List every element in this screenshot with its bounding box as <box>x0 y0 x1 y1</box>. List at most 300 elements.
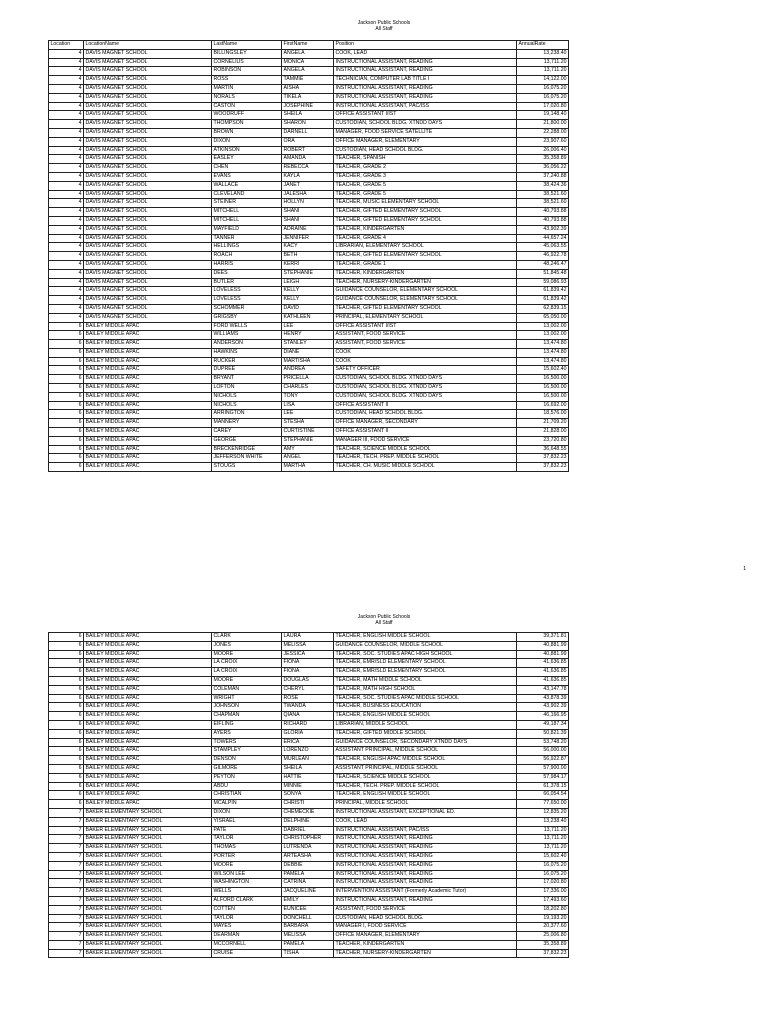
cell-position: INSTRUCTIONAL ASSISTANT, READING <box>334 870 517 879</box>
cell-annual-rate: 41,636.85 <box>517 668 569 677</box>
cell-first-name: JALESHA <box>282 190 334 199</box>
table-row <box>49 216 569 225</box>
cell-location: 4 <box>49 146 84 155</box>
cell-first-name: PAMELA <box>282 940 334 949</box>
cell-last-name: ROACH <box>212 252 282 261</box>
cell-location: 6 <box>49 747 84 756</box>
cell-last-name: RUCKER <box>212 357 282 366</box>
cell-first-name: SHARON <box>282 120 334 129</box>
table-row <box>49 932 569 941</box>
cell-last-name: STOUGS <box>212 463 282 472</box>
cell-annual-rate: 13,711.20 <box>517 67 569 76</box>
cell-location: 4 <box>49 225 84 234</box>
cell-annual-rate: 37,832.23 <box>517 454 569 463</box>
cell-position: CUSTODIAN, HEAD SCHOOL BLDG. <box>334 146 517 155</box>
cell-last-name: THOMPSON <box>212 120 282 129</box>
cell-first-name: STEPHANIE <box>282 269 334 278</box>
cell-first-name: SHANI <box>282 208 334 217</box>
cell-annual-rate: 25,006.80 <box>517 932 569 941</box>
cell-last-name: MAYES <box>212 923 282 932</box>
cell-location-name: BAKER ELEMENTARY SCHOOL <box>84 808 212 817</box>
cell-position: CUSTODIAN, SCHOOL BLDG. XTNDD DAYS <box>334 120 517 129</box>
cell-position: TEACHER, GRADE 2 <box>334 164 517 173</box>
cell-location: 6 <box>49 410 84 419</box>
table-row <box>49 633 569 642</box>
cell-position: TEACHER, KINDERGARTEN <box>334 269 517 278</box>
cell-location-name: DAVIS MAGNET SCHOOL <box>84 146 212 155</box>
cell-annual-rate: 26,006.40 <box>517 146 569 155</box>
cell-location: 4 <box>49 216 84 225</box>
table-row <box>49 703 569 712</box>
cell-annual-rate: 13,474.80 <box>517 357 569 366</box>
cell-annual-rate: 13,711.20 <box>517 58 569 67</box>
cell-location-name: DAVIS MAGNET SCHOOL <box>84 49 212 58</box>
cell-annual-rate: 19,193.20 <box>517 914 569 923</box>
table-row <box>49 392 569 401</box>
cell-location-name: BAILEY MIDDLE APAC <box>84 454 212 463</box>
cell-position: TEACHER, SCIENCE MIDDLE SCHOOL <box>334 445 517 454</box>
cell-location-name: DAVIS MAGNET SCHOOL <box>84 199 212 208</box>
cell-first-name: DAVID <box>282 304 334 313</box>
cell-location-name: BAILEY MIDDLE APAC <box>84 764 212 773</box>
cell-first-name: MARTISHA <box>282 357 334 366</box>
table-header-row <box>49 41 569 50</box>
cell-location-name: BAILEY MIDDLE APAC <box>84 782 212 791</box>
table-row <box>49 304 569 313</box>
table-row <box>49 940 569 949</box>
cell-annual-rate: 16,500.00 <box>517 392 569 401</box>
cell-first-name: ANGELA <box>282 67 334 76</box>
cell-location-name: DAVIS MAGNET SCHOOL <box>84 269 212 278</box>
column-header: Position <box>334 41 517 50</box>
cell-location-name: BAILEY MIDDLE APAC <box>84 445 212 454</box>
cell-location: 4 <box>49 155 84 164</box>
cell-annual-rate: 13,474.80 <box>517 348 569 357</box>
cell-location-name: BAILEY MIDDLE APAC <box>84 729 212 738</box>
cell-first-name: ORA <box>282 137 334 146</box>
table-row <box>49 852 569 861</box>
cell-location: 6 <box>49 340 84 349</box>
cell-first-name: DOUGLAS <box>282 676 334 685</box>
cell-location-name: BAILEY MIDDLE APAC <box>84 401 212 410</box>
cell-last-name: WRIGHT <box>212 694 282 703</box>
table-row <box>49 650 569 659</box>
cell-position: CUSTODIAN, SCHOOL BLDG. XTNDD DAYS <box>334 384 517 393</box>
cell-last-name: EVANS <box>212 172 282 181</box>
cell-position: INSTRUCTIONAL ASSISTANT, READING <box>334 835 517 844</box>
cell-first-name: RICHARD <box>282 720 334 729</box>
table-row <box>49 800 569 809</box>
cell-last-name: ATKINSON <box>212 146 282 155</box>
cell-position: ASSISTANT PRINCIPAL, MIDDLE SCHOOL <box>334 764 517 773</box>
cell-first-name: ROBERT <box>282 146 334 155</box>
cell-last-name: JEFFERSON WHITE <box>212 454 282 463</box>
cell-last-name: MCCORNELL <box>212 940 282 949</box>
cell-last-name: LOVELESS <box>212 296 282 305</box>
cell-location: 6 <box>49 791 84 800</box>
cell-location-name: BAILEY MIDDLE APAC <box>84 712 212 721</box>
cell-last-name: LA CROIX <box>212 659 282 668</box>
cell-position: ASSISTANT, FOOD SERVICE <box>334 331 517 340</box>
cell-last-name: HELLINGS <box>212 243 282 252</box>
table-row <box>49 454 569 463</box>
cell-annual-rate: 13,474.80 <box>517 340 569 349</box>
cell-last-name: LOVELESS <box>212 287 282 296</box>
cell-location: 4 <box>49 128 84 137</box>
document-title: Jackson Public Schools <box>357 20 411 26</box>
cell-location: 4 <box>49 172 84 181</box>
staff-table <box>48 632 569 958</box>
cell-last-name: BRYANT <box>212 375 282 384</box>
cell-location-name: BAILEY MIDDLE APAC <box>84 366 212 375</box>
cell-location-name: DAVIS MAGNET SCHOOL <box>84 58 212 67</box>
cell-last-name: ABDU <box>212 782 282 791</box>
cell-last-name: GILMORE <box>212 764 282 773</box>
cell-location: 4 <box>49 278 84 287</box>
cell-location: 7 <box>49 879 84 888</box>
cell-annual-rate: 38,521.60 <box>517 199 569 208</box>
table-row <box>49 888 569 897</box>
cell-first-name: EUNICEE <box>282 905 334 914</box>
cell-annual-rate: 23,720.80 <box>517 436 569 445</box>
cell-position: MANAGER I, FOOD SERVICE <box>334 923 517 932</box>
cell-annual-rate: 22,288.00 <box>517 128 569 137</box>
table-row <box>49 949 569 958</box>
table-row <box>49 190 569 199</box>
cell-location-name: BAKER ELEMENTARY SCHOOL <box>84 940 212 949</box>
cell-location: 6 <box>49 428 84 437</box>
cell-first-name: LUTRENDA <box>282 844 334 853</box>
cell-last-name: MARTIN <box>212 84 282 93</box>
cell-location-name: DAVIS MAGNET SCHOOL <box>84 102 212 111</box>
cell-first-name: KATHLEEN <box>282 313 334 322</box>
cell-first-name: ARTEASHA <box>282 852 334 861</box>
cell-last-name: STEINER <box>212 199 282 208</box>
cell-location-name: BAKER ELEMENTARY SCHOOL <box>84 826 212 835</box>
cell-location-name: BAKER ELEMENTARY SCHOOL <box>84 870 212 879</box>
table-row <box>49 84 569 93</box>
cell-first-name: ANGEL <box>282 454 334 463</box>
document-subtitle: All Staff <box>375 26 393 32</box>
cell-last-name: THOMAS <box>212 844 282 853</box>
cell-position: TEACHER, MATH MIDDLE SCHOOL <box>334 676 517 685</box>
cell-first-name: KAYLA <box>282 172 334 181</box>
cell-location-name: BAILEY MIDDLE APAC <box>84 756 212 765</box>
cell-location-name: BAILEY MIDDLE APAC <box>84 694 212 703</box>
cell-annual-rate: 66,054.54 <box>517 791 569 800</box>
cell-location: 4 <box>49 234 84 243</box>
table-row <box>49 357 569 366</box>
cell-position: CUSTODIAN, HEAD SCHOOL BLDG. <box>334 914 517 923</box>
cell-location-name: BAKER ELEMENTARY SCHOOL <box>84 888 212 897</box>
cell-first-name: PRICELLA <box>282 375 334 384</box>
cell-annual-rate: 41,636.85 <box>517 659 569 668</box>
cell-location-name: DAVIS MAGNET SCHOOL <box>84 120 212 129</box>
cell-position: TEACHER, EMR/SLD ELEMENTARY SCHOOL <box>334 668 517 677</box>
table-row <box>49 155 569 164</box>
cell-location: 6 <box>49 419 84 428</box>
cell-first-name: SHEILA <box>282 111 334 120</box>
cell-first-name: LAURA <box>282 633 334 642</box>
cell-location-name: DAVIS MAGNET SCHOOL <box>84 93 212 102</box>
cell-first-name: JESSICA <box>282 650 334 659</box>
cell-annual-rate: 19,148.40 <box>517 111 569 120</box>
table-row <box>49 756 569 765</box>
table-row <box>49 729 569 738</box>
cell-position: COOK <box>334 357 517 366</box>
cell-position: TECHNICIAN, COMPUTER LAB TITLE I <box>334 76 517 85</box>
cell-last-name: MITCHELL <box>212 208 282 217</box>
cell-location-name: BAKER ELEMENTARY SCHOOL <box>84 905 212 914</box>
cell-last-name: NICHOLS <box>212 392 282 401</box>
cell-location-name: DAVIS MAGNET SCHOOL <box>84 164 212 173</box>
cell-location: 6 <box>49 436 84 445</box>
cell-location: 6 <box>49 445 84 454</box>
table-row <box>49 826 569 835</box>
cell-location: 4 <box>49 190 84 199</box>
cell-last-name: TAYLOR <box>212 914 282 923</box>
cell-last-name: LA CROIX <box>212 668 282 677</box>
cell-annual-rate: 21,709.20 <box>517 419 569 428</box>
cell-position: TEACHER, TECH. PREP. MIDDLE SCHOOL <box>334 454 517 463</box>
cell-first-name: TISHA <box>282 949 334 958</box>
cell-location-name: DAVIS MAGNET SCHOOL <box>84 208 212 217</box>
table-row <box>49 111 569 120</box>
cell-annual-rate: 45,063.55 <box>517 243 569 252</box>
cell-position: OFFICE MANAGER, ELEMENTARY <box>334 137 517 146</box>
table-row <box>49 870 569 879</box>
cell-location-name: BAILEY MIDDLE APAC <box>84 436 212 445</box>
page-header <box>0 614 768 626</box>
table-row <box>49 58 569 67</box>
table-row <box>49 738 569 747</box>
cell-annual-rate: 16,075.20 <box>517 93 569 102</box>
cell-location-name: BAILEY MIDDLE APAC <box>84 331 212 340</box>
cell-position: COOK, LEAD <box>334 817 517 826</box>
cell-first-name: TAMMIE <box>282 76 334 85</box>
cell-first-name: DELPHINE <box>282 817 334 826</box>
cell-position: GUIDANCE COUNSELOR, MIDDLE SCHOOL <box>334 641 517 650</box>
cell-location: 4 <box>49 93 84 102</box>
cell-location: 7 <box>49 808 84 817</box>
cell-position: TEACHER, GIFTED ELEMENTARY SCHOOL <box>334 216 517 225</box>
cell-last-name: WOODRUFF <box>212 111 282 120</box>
cell-location: 6 <box>49 348 84 357</box>
cell-annual-rate: 56,922.87 <box>517 756 569 765</box>
cell-last-name: CRUISE <box>212 949 282 958</box>
cell-annual-rate: 35,358.89 <box>517 940 569 949</box>
table-row <box>49 164 569 173</box>
cell-location: 7 <box>49 923 84 932</box>
cell-location: 6 <box>49 685 84 694</box>
cell-location-name: DAVIS MAGNET SCHOOL <box>84 304 212 313</box>
cell-position: INSTRUCTIONAL ASSISTANT, READING <box>334 879 517 888</box>
cell-last-name: DIXON <box>212 808 282 817</box>
cell-location-name: BAILEY MIDDLE APAC <box>84 348 212 357</box>
cell-annual-rate: 13,711.20 <box>517 844 569 853</box>
cell-last-name: CHEN <box>212 164 282 173</box>
cell-first-name: MELISSA <box>282 641 334 650</box>
cell-annual-rate: 16,500.00 <box>517 384 569 393</box>
cell-location: 6 <box>49 357 84 366</box>
cell-location: 4 <box>49 243 84 252</box>
cell-first-name: CHARLES <box>282 384 334 393</box>
cell-location: 7 <box>49 914 84 923</box>
cell-last-name: MITCHELL <box>212 216 282 225</box>
table-body <box>49 633 569 958</box>
cell-annual-rate: 16,075.20 <box>517 84 569 93</box>
cell-position: OFFICE MANAGER, SECONDARY <box>334 419 517 428</box>
cell-first-name: PAMELA <box>282 870 334 879</box>
cell-annual-rate: 13,238.40 <box>517 817 569 826</box>
cell-location-name: DAVIS MAGNET SCHOOL <box>84 137 212 146</box>
cell-first-name: ANGELA <box>282 49 334 58</box>
cell-position: TEACHER, SOC. STUDIES APAC HIGH SCHOOL <box>334 650 517 659</box>
cell-location: 4 <box>49 137 84 146</box>
cell-first-name: MURLEAN <box>282 756 334 765</box>
table-row <box>49 764 569 773</box>
table-row <box>49 269 569 278</box>
cell-location-name: DAVIS MAGNET SCHOOL <box>84 225 212 234</box>
cell-annual-rate: 44,657.24 <box>517 234 569 243</box>
cell-annual-rate: 14,122.00 <box>517 76 569 85</box>
cell-location-name: BAILEY MIDDLE APAC <box>84 428 212 437</box>
cell-annual-rate: 38,521.60 <box>517 190 569 199</box>
cell-position: TEACHER, GRADE 3 <box>334 172 517 181</box>
cell-last-name: JOHNSON <box>212 703 282 712</box>
table-row <box>49 260 569 269</box>
cell-location-name: BAILEY MIDDLE APAC <box>84 676 212 685</box>
cell-location-name: DAVIS MAGNET SCHOOL <box>84 84 212 93</box>
cell-annual-rate: 15,602.40 <box>517 852 569 861</box>
cell-last-name: GRIGSBY <box>212 313 282 322</box>
cell-last-name: ROBINSON <box>212 67 282 76</box>
table-row <box>49 861 569 870</box>
cell-annual-rate: 61,378.15 <box>517 782 569 791</box>
cell-first-name: KELLY <box>282 287 334 296</box>
cell-position: TEACHER, MUSIC ELEMENTARY SCHOOL <box>334 199 517 208</box>
cell-annual-rate: 37,832.23 <box>517 463 569 472</box>
cell-location: 4 <box>49 208 84 217</box>
cell-location-name: BAILEY MIDDLE APAC <box>84 685 212 694</box>
cell-location: 7 <box>49 852 84 861</box>
document-subtitle: All Staff <box>375 620 393 626</box>
table-row <box>49 225 569 234</box>
cell-location: 4 <box>49 269 84 278</box>
table-row <box>49 463 569 472</box>
cell-location: 6 <box>49 375 84 384</box>
cell-position: TEACHER, MATH HIGH SCHOOL <box>334 685 517 694</box>
cell-first-name: TONY <box>282 392 334 401</box>
cell-last-name: DEES <box>212 269 282 278</box>
table-row <box>49 835 569 844</box>
table-row <box>49 694 569 703</box>
cell-first-name: CHERYL <box>282 685 334 694</box>
cell-last-name: CHAPMAN <box>212 712 282 721</box>
cell-location: 4 <box>49 304 84 313</box>
cell-annual-rate: 13,238.40 <box>517 49 569 58</box>
cell-position: OFFICE ASSISTANT I/IST <box>334 322 517 331</box>
cell-position: TEACHER, GIFTED ELEMENTARY SCHOOL <box>334 208 517 217</box>
cell-location: 4 <box>49 313 84 322</box>
cell-location-name: DAVIS MAGNET SCHOOL <box>84 111 212 120</box>
cell-location-name: BAILEY MIDDLE APAC <box>84 384 212 393</box>
table-row <box>49 366 569 375</box>
cell-last-name: NORALS <box>212 93 282 102</box>
cell-location: 7 <box>49 896 84 905</box>
cell-last-name: ANDERSON <box>212 340 282 349</box>
table-row <box>49 808 569 817</box>
cell-first-name: REBECCA <box>282 164 334 173</box>
cell-last-name: DUPREE <box>212 366 282 375</box>
cell-annual-rate: 36,648.55 <box>517 445 569 454</box>
cell-location-name: BAILEY MIDDLE APAC <box>84 633 212 642</box>
cell-location: 4 <box>49 111 84 120</box>
page-header <box>0 20 768 32</box>
cell-position: INSTRUCTIONAL ASSISTANT, READING <box>334 67 517 76</box>
table-row <box>49 49 569 58</box>
cell-annual-rate: 15,602.40 <box>517 366 569 375</box>
cell-annual-rate: 36,056.22 <box>517 164 569 173</box>
cell-position: SAFETY OFFICER <box>334 366 517 375</box>
cell-location: 4 <box>49 199 84 208</box>
cell-location-name: BAILEY MIDDLE APAC <box>84 800 212 809</box>
cell-first-name: LISA <box>282 401 334 410</box>
cell-annual-rate: 65,050.00 <box>517 313 569 322</box>
cell-position: INSTRUCTIONAL ASSISTANT, EXCEPTIONAL ED. <box>334 808 517 817</box>
column-header: LastName <box>212 41 282 50</box>
cell-annual-rate: 37,240.88 <box>517 172 569 181</box>
cell-last-name: CASTON <box>212 102 282 111</box>
cell-last-name: YISRAEL <box>212 817 282 826</box>
cell-position: COOK <box>334 348 517 357</box>
cell-first-name: LEIGH <box>282 278 334 287</box>
table-row <box>49 747 569 756</box>
cell-location-name: DAVIS MAGNET SCHOOL <box>84 287 212 296</box>
cell-first-name: JOSEPHINE <box>282 102 334 111</box>
table-row <box>49 659 569 668</box>
table-row <box>49 348 569 357</box>
cell-annual-rate: 41,636.85 <box>517 676 569 685</box>
cell-location-name: BAILEY MIDDLE APAC <box>84 720 212 729</box>
cell-location-name: DAVIS MAGNET SCHOOL <box>84 243 212 252</box>
cell-location: 6 <box>49 756 84 765</box>
cell-first-name: DEBBIE <box>282 861 334 870</box>
cell-location-name: DAVIS MAGNET SCHOOL <box>84 296 212 305</box>
cell-location: 4 <box>49 260 84 269</box>
cell-annual-rate: 23,907.60 <box>517 137 569 146</box>
cell-position: ASSISTANT, FOOD SERVICE <box>334 905 517 914</box>
cell-location: 7 <box>49 844 84 853</box>
cell-location-name: BAKER ELEMENTARY SCHOOL <box>84 896 212 905</box>
cell-first-name: FIONA <box>282 668 334 677</box>
table-row <box>49 905 569 914</box>
column-header: AnnualRate <box>517 41 569 50</box>
cell-first-name: KELLY <box>282 296 334 305</box>
cell-first-name: CURTISTINE <box>282 428 334 437</box>
cell-location-name: BAILEY MIDDLE APAC <box>84 340 212 349</box>
table-row <box>49 375 569 384</box>
cell-first-name: DONCHELL <box>282 914 334 923</box>
cell-last-name: HARRIS <box>212 260 282 269</box>
cell-position: INSTRUCTIONAL ASSISTANT, PAC/ISS <box>334 826 517 835</box>
table-row <box>49 817 569 826</box>
table-row <box>49 896 569 905</box>
cell-location-name: DAVIS MAGNET SCHOOL <box>84 278 212 287</box>
cell-location: 6 <box>49 366 84 375</box>
cell-location: 6 <box>49 773 84 782</box>
cell-position: TEACHER, ENGLISH MIDDLE SCHOOL <box>334 712 517 721</box>
